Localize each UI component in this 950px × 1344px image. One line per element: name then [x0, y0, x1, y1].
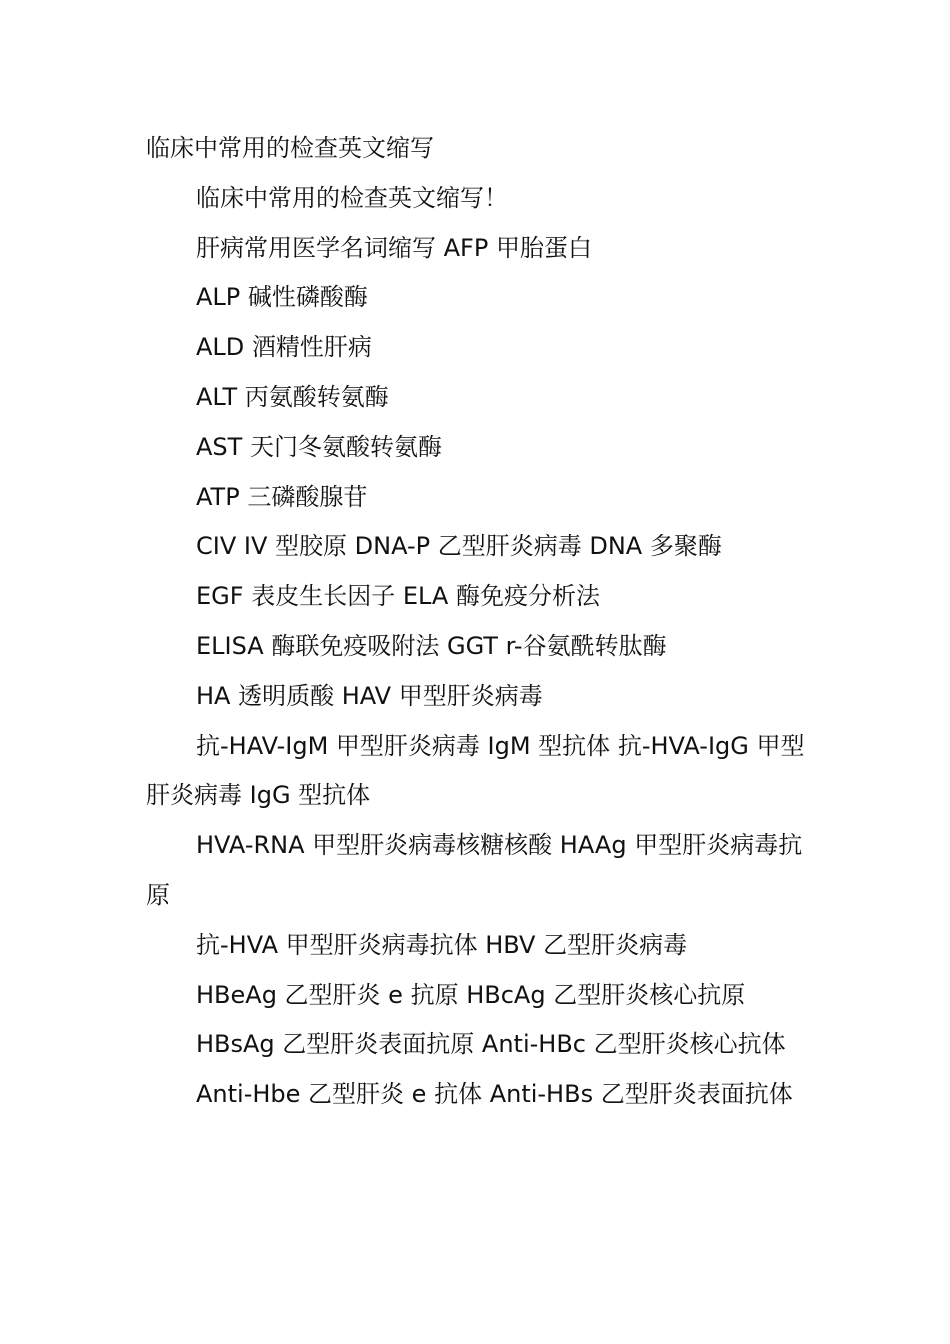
document-body	[146, 124, 806, 1120]
paragraph: Anti-Hbe 乙型肝炎 e 抗体 Anti-HBs 乙型肝炎表面抗体	[196, 1080, 793, 1109]
paragraph: CIV IV 型胶原 DNA-P 乙型肝炎病毒 DNA 多聚酶	[196, 532, 722, 561]
paragraph: AST 天门冬氨酸转氨酶	[196, 432, 442, 461]
paragraph: ATP 三磷酸腺苷	[196, 482, 368, 511]
paragraph: HBeAg 乙型肝炎 e 抗原 HBcAg 乙型肝炎核心抗原	[196, 980, 746, 1009]
paragraph: 肝病常用医学名词缩写 AFP 甲胎蛋白	[196, 233, 592, 262]
paragraph: ALT 丙氨酸转氨酶	[196, 382, 389, 411]
paragraph: ALD 酒精性肝病	[196, 333, 372, 362]
paragraph: HA 透明质酸 HAV 甲型肝炎病毒	[196, 681, 543, 710]
paragraph: HBsAg 乙型肝炎表面抗原 Anti-HBc 乙型肝炎核心抗体	[196, 1030, 786, 1059]
paragraph: EGF 表皮生长因子 ELA 酶免疫分析法	[196, 582, 600, 611]
paragraph: 临床中常用的检查英文缩写！	[196, 183, 508, 212]
paragraph: 抗-HVA 甲型肝炎病毒抗体 HBV 乙型肝炎病毒	[196, 930, 688, 959]
paragraph: ELISA 酶联免疫吸附法 GGT r-谷氨酰转肽酶	[196, 631, 667, 660]
paragraph: 抗-HAV-IgM 甲型肝炎病毒 IgM 型抗体 抗-HVA-IgG 甲型肝炎病毒 IgG 型抗体	[146, 731, 805, 810]
document-title: 临床中常用的检查英文缩写	[146, 134, 434, 162]
paragraph: HVA-RNA 甲型肝炎病毒核糖核酸 HAAg 甲型肝炎病毒抗原	[146, 831, 803, 909]
paragraph: ALP 碱性磷酸酶	[196, 283, 368, 312]
